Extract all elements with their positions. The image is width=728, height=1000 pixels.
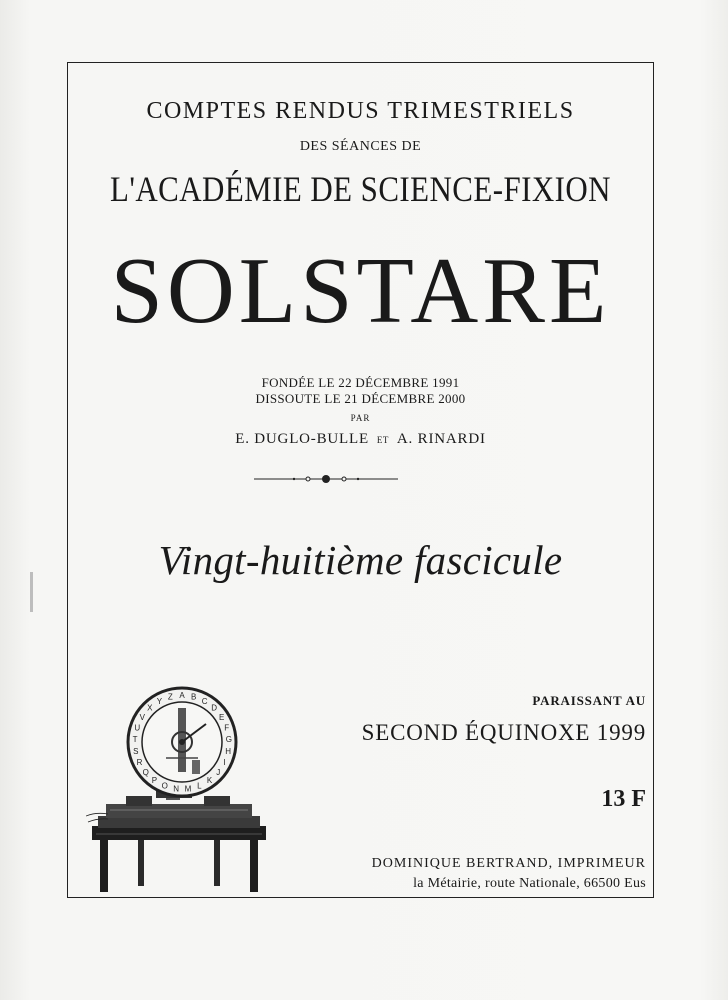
dial-letter: S	[133, 746, 139, 756]
dial-letter: D	[211, 703, 218, 713]
author-2: A. RINARDI	[396, 431, 486, 447]
dial-letter: T	[132, 735, 138, 744]
heading-line-2: DES SÉANCES DE	[299, 139, 422, 154]
dial-letter: F	[224, 723, 230, 733]
dial-letter: P	[151, 776, 158, 785]
founded-date: FONDÉE LE 22 DÉCEMBRE 1991	[261, 375, 460, 390]
dial-letter: U	[134, 723, 141, 733]
authors-line	[67, 431, 654, 448]
dial-letter: K	[206, 776, 213, 785]
appearing-label: PARAISSANT AU	[532, 693, 646, 708]
dial-letter: C	[201, 696, 208, 706]
heading-line-1: COMPTES RENDUS TRIMESTRIELS	[146, 98, 575, 124]
dial-letter: N	[173, 784, 179, 794]
printer-name: DOMINIQUE BERTRAND, IMPRIMEUR	[371, 856, 646, 871]
dial-letter: J	[216, 768, 221, 777]
dial-letter: Z	[167, 692, 173, 702]
by-label: PAR	[350, 413, 371, 423]
author-1: E. DUGLO-BULLE	[235, 431, 369, 447]
dial-letter: O	[161, 781, 168, 791]
dial-letter: H	[225, 746, 232, 756]
main-title: SOLSTARE	[110, 239, 611, 343]
dial-letter: A	[179, 691, 185, 700]
issue-name: Vingt-huitième fascicule	[158, 537, 563, 583]
dial-letter: Y	[156, 696, 163, 706]
dial-letter: R	[136, 758, 143, 767]
dial-letter: Q	[142, 768, 149, 777]
dial-letter: G	[225, 735, 233, 744]
issue-price: 13 F	[601, 786, 646, 812]
dial-telegraph-icon	[86, 686, 272, 896]
heading-academy: L'ACADÉMIE DE SCIENCE-FIXION	[110, 169, 611, 209]
dial-letter: V	[139, 712, 145, 722]
dissolved-date: DISSOUTE LE 21 DÉCEMBRE 2000	[255, 391, 466, 406]
dial-letter: X	[147, 703, 153, 713]
issue-date: SECOND ÉQUINOXE 1999	[361, 720, 646, 745]
conjunction: ET	[376, 435, 389, 445]
ornament-divider-icon	[254, 472, 398, 486]
dial-letter: E	[219, 712, 225, 722]
dial-letter: L	[197, 781, 202, 791]
dial-letter: M	[184, 784, 192, 794]
dial-letter: I	[223, 758, 226, 767]
spine-mark	[30, 572, 33, 612]
printer-address: la Métairie, route Nationale, 66500 Eus	[413, 876, 646, 891]
dial-letter: B	[191, 692, 197, 702]
